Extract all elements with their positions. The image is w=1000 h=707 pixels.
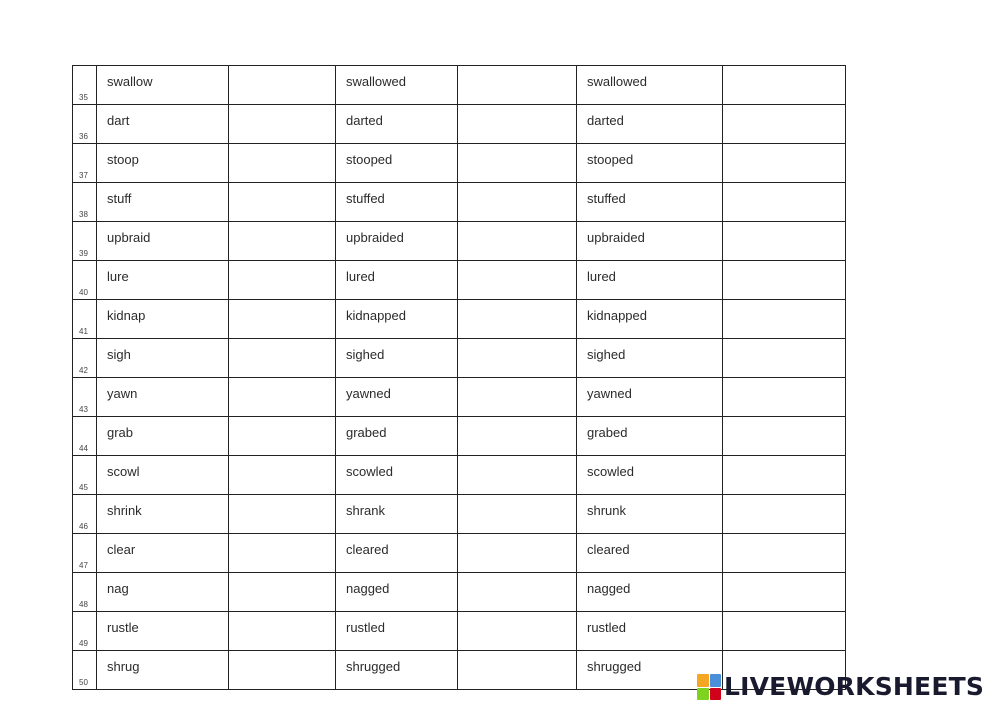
past-participle: swallowed	[577, 66, 723, 105]
answer-blank[interactable]	[458, 339, 577, 378]
past-simple: nagged	[336, 573, 458, 612]
answer-blank[interactable]	[229, 534, 336, 573]
answer-blank[interactable]	[723, 417, 846, 456]
row-number: 42	[73, 339, 97, 378]
row-number: 50	[73, 651, 97, 690]
table-row	[73, 66, 846, 105]
answer-blank[interactable]	[723, 495, 846, 534]
row-number: 41	[73, 300, 97, 339]
row-number: 36	[73, 105, 97, 144]
past-participle: yawned	[577, 378, 723, 417]
answer-blank[interactable]	[723, 222, 846, 261]
row-number: 35	[73, 66, 97, 105]
past-simple: darted	[336, 105, 458, 144]
answer-blank[interactable]	[229, 261, 336, 300]
answer-blank[interactable]	[229, 222, 336, 261]
row-number: 39	[73, 222, 97, 261]
base-form: lure	[97, 261, 229, 300]
answer-blank[interactable]	[723, 261, 846, 300]
past-simple: stuffed	[336, 183, 458, 222]
row-number: 38	[73, 183, 97, 222]
base-form: shrug	[97, 651, 229, 690]
past-participle: cleared	[577, 534, 723, 573]
past-simple: rustled	[336, 612, 458, 651]
answer-blank[interactable]	[723, 534, 846, 573]
answer-blank[interactable]	[458, 222, 577, 261]
base-form: clear	[97, 534, 229, 573]
row-number: 46	[73, 495, 97, 534]
row-number: 45	[73, 456, 97, 495]
answer-blank[interactable]	[229, 456, 336, 495]
row-number: 40	[73, 261, 97, 300]
answer-blank[interactable]	[458, 261, 577, 300]
table-row	[73, 495, 846, 534]
answer-blank[interactable]	[458, 183, 577, 222]
answer-blank[interactable]	[723, 66, 846, 105]
verb-table	[72, 65, 846, 690]
answer-blank[interactable]	[458, 534, 577, 573]
row-number: 44	[73, 417, 97, 456]
answer-blank[interactable]	[458, 651, 577, 690]
row-number: 49	[73, 612, 97, 651]
past-participle: stooped	[577, 144, 723, 183]
table-row	[73, 339, 846, 378]
past-simple: sighed	[336, 339, 458, 378]
answer-blank[interactable]	[229, 105, 336, 144]
answer-blank[interactable]	[458, 144, 577, 183]
base-form: swallow	[97, 66, 229, 105]
base-form: grab	[97, 417, 229, 456]
answer-blank[interactable]	[229, 573, 336, 612]
answer-blank[interactable]	[458, 300, 577, 339]
table-row	[73, 456, 846, 495]
row-number: 48	[73, 573, 97, 612]
answer-blank[interactable]	[723, 378, 846, 417]
answer-blank[interactable]	[229, 144, 336, 183]
past-simple: lured	[336, 261, 458, 300]
past-participle: stuffed	[577, 183, 723, 222]
answer-blank[interactable]	[458, 417, 577, 456]
table-row	[73, 573, 846, 612]
answer-blank[interactable]	[229, 378, 336, 417]
answer-blank[interactable]	[458, 66, 577, 105]
table-row	[73, 534, 846, 573]
answer-blank[interactable]	[723, 573, 846, 612]
answer-blank[interactable]	[458, 573, 577, 612]
answer-blank[interactable]	[723, 300, 846, 339]
verb-table-body	[73, 66, 846, 690]
base-form: scowl	[97, 456, 229, 495]
answer-blank[interactable]	[723, 339, 846, 378]
answer-blank[interactable]	[229, 300, 336, 339]
table-row	[73, 300, 846, 339]
past-participle: lured	[577, 261, 723, 300]
past-simple: swallowed	[336, 66, 458, 105]
answer-blank[interactable]	[458, 378, 577, 417]
liveworksheets-logo	[697, 672, 984, 702]
past-simple: scowled	[336, 456, 458, 495]
answer-blank[interactable]	[229, 495, 336, 534]
table-row	[73, 417, 846, 456]
table-row	[73, 144, 846, 183]
base-form: upbraid	[97, 222, 229, 261]
past-participle: shrunk	[577, 495, 723, 534]
past-simple: cleared	[336, 534, 458, 573]
row-number: 43	[73, 378, 97, 417]
past-participle: sighed	[577, 339, 723, 378]
answer-blank[interactable]	[229, 183, 336, 222]
answer-blank[interactable]	[458, 456, 577, 495]
table-row	[73, 105, 846, 144]
past-participle: rustled	[577, 612, 723, 651]
base-form: nag	[97, 573, 229, 612]
past-participle: grabed	[577, 417, 723, 456]
row-number: 37	[73, 144, 97, 183]
answer-blank[interactable]	[723, 105, 846, 144]
answer-blank[interactable]	[723, 456, 846, 495]
base-form: rustle	[97, 612, 229, 651]
answer-blank[interactable]	[229, 66, 336, 105]
base-form: dart	[97, 105, 229, 144]
past-participle: kidnapped	[577, 300, 723, 339]
base-form: stuff	[97, 183, 229, 222]
base-form: sigh	[97, 339, 229, 378]
table-row	[73, 261, 846, 300]
past-simple: kidnapped	[336, 300, 458, 339]
table-row	[73, 222, 846, 261]
base-form: shrink	[97, 495, 229, 534]
table-row	[73, 183, 846, 222]
table-row	[73, 378, 846, 417]
table-row	[73, 612, 846, 651]
answer-blank[interactable]	[229, 651, 336, 690]
past-participle: nagged	[577, 573, 723, 612]
answer-blank[interactable]	[458, 105, 577, 144]
answer-blank[interactable]	[229, 612, 336, 651]
past-simple: shrugged	[336, 651, 458, 690]
logo-mark-icon	[697, 674, 721, 700]
base-form: kidnap	[97, 300, 229, 339]
answer-blank[interactable]	[723, 183, 846, 222]
answer-blank[interactable]	[458, 495, 577, 534]
past-participle: upbraided	[577, 222, 723, 261]
past-participle: darted	[577, 105, 723, 144]
answer-blank[interactable]	[229, 417, 336, 456]
past-participle: shrugged	[577, 651, 723, 690]
answer-blank[interactable]	[458, 612, 577, 651]
base-form: yawn	[97, 378, 229, 417]
logo-text: LIVEWORKSHEETS	[724, 672, 985, 701]
past-simple: upbraided	[336, 222, 458, 261]
past-participle: scowled	[577, 456, 723, 495]
base-form: stoop	[97, 144, 229, 183]
row-number: 47	[73, 534, 97, 573]
answer-blank[interactable]	[723, 144, 846, 183]
past-simple: shrank	[336, 495, 458, 534]
answer-blank[interactable]	[229, 339, 336, 378]
past-simple: grabed	[336, 417, 458, 456]
past-simple: yawned	[336, 378, 458, 417]
answer-blank[interactable]	[723, 612, 846, 651]
past-simple: stooped	[336, 144, 458, 183]
